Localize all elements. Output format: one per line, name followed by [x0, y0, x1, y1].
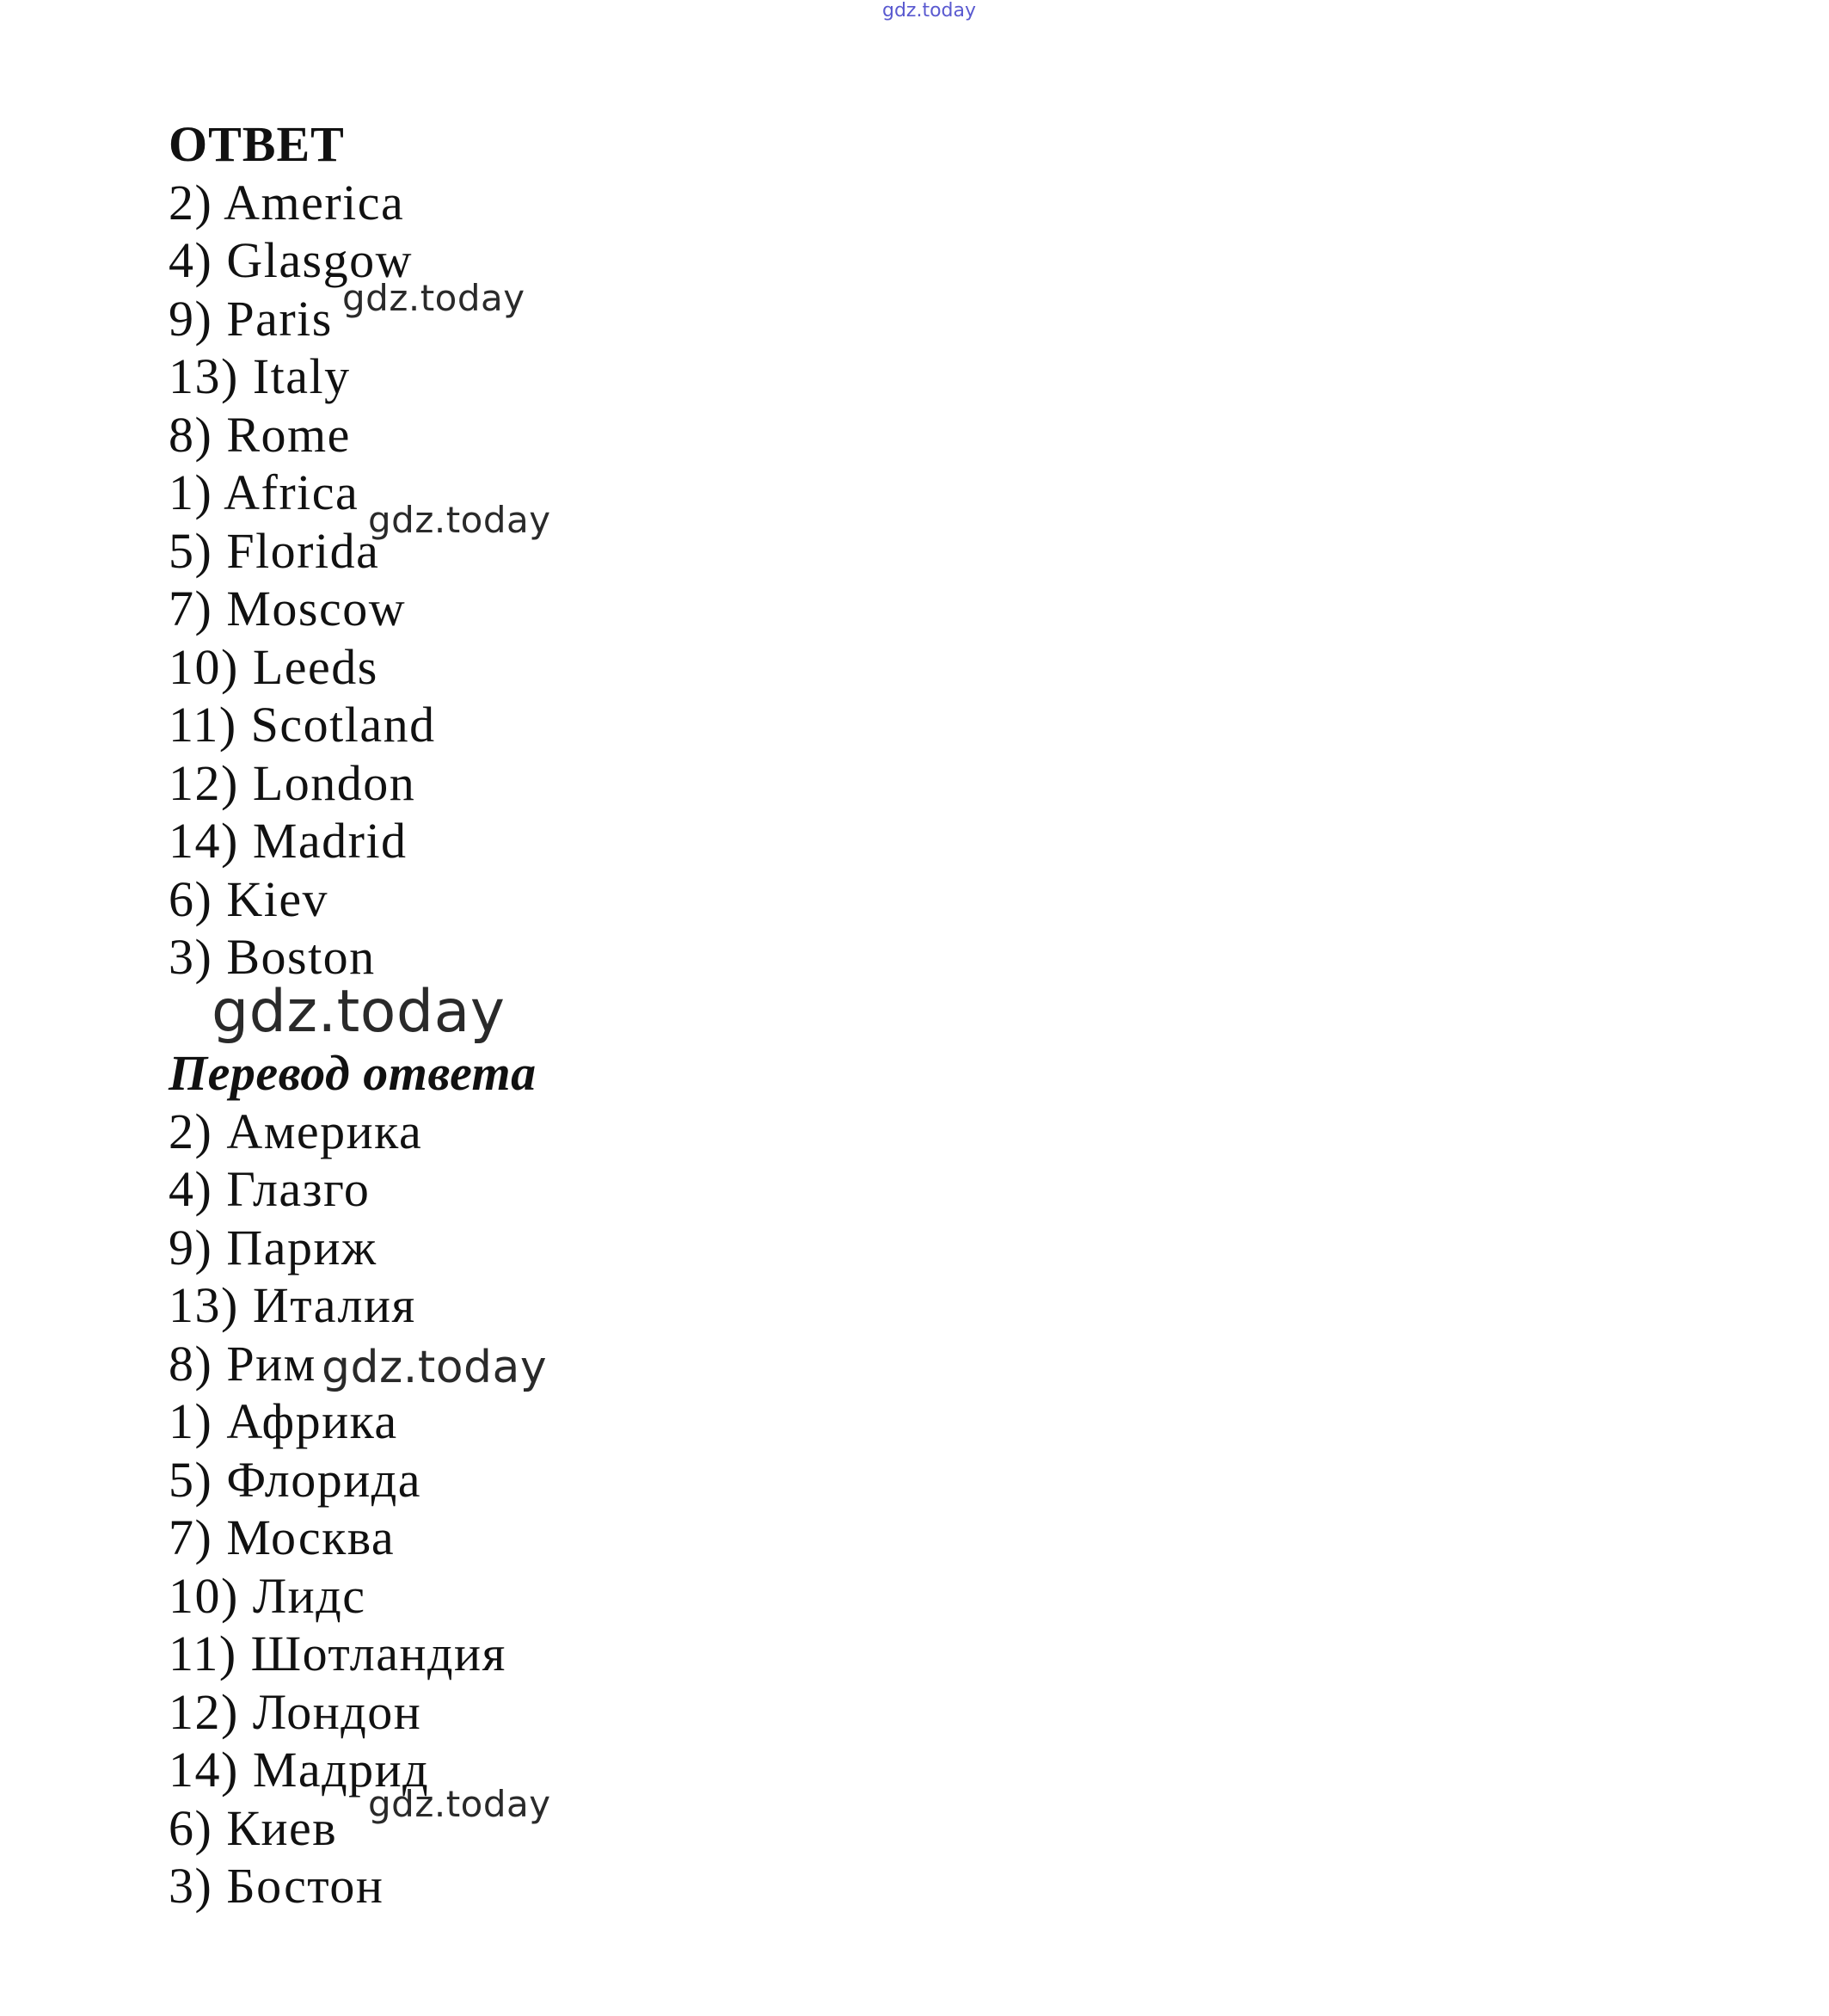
answer-item: 6) Kiev	[169, 870, 329, 927]
watermark: gdz.today	[368, 1783, 551, 1825]
answer-item: 1) Africa	[169, 464, 359, 520]
watermark: gdz.today	[342, 277, 525, 319]
translation-item: 10) Лидс	[169, 1567, 366, 1624]
translation-item: 3) Бостон	[169, 1858, 384, 1914]
answer-item: 9) Paris	[169, 290, 333, 347]
answer-item: 12) London	[169, 754, 416, 811]
watermark: gdz.today	[212, 978, 506, 1046]
translation-item: 14) Мадрид	[169, 1742, 430, 1798]
answer-item: 5) Florida	[169, 522, 380, 579]
answer-item: 8) Rome	[169, 406, 351, 463]
translation-item: 1) Африка	[169, 1393, 398, 1449]
translation-item: 9) Париж	[169, 1219, 377, 1275]
translation-item: 12) Лондон	[169, 1683, 422, 1740]
answer-item: 2) America	[169, 174, 405, 230]
translation-item: 7) Москва	[169, 1509, 396, 1565]
answer-item: 7) Moscow	[169, 581, 407, 636]
translation-item: 5) Флорида	[169, 1451, 421, 1508]
answer-item: 3) Boston	[169, 929, 376, 985]
translation-item: 11) Шотландия	[169, 1626, 506, 1681]
answer-item: 13) Italy	[169, 348, 351, 404]
translation-item: 2) Америка	[169, 1103, 423, 1159]
translation-item: 6) Киев	[169, 1799, 338, 1856]
watermark: gdz.today	[322, 1342, 548, 1393]
answer-item: 4) Glasgow	[169, 232, 414, 288]
watermark: gdz.today	[368, 499, 551, 541]
answer-item: 11) Scotland	[169, 697, 436, 753]
translation-item: 4) Глазго	[169, 1161, 371, 1217]
translation-item: 13) Италия	[169, 1277, 416, 1333]
answer-heading: ОТВЕТ	[169, 116, 345, 172]
translation-item: 8) Рим	[169, 1335, 316, 1392]
translation-heading: Перевод ответа	[169, 1045, 537, 1101]
watermark-top: gdz.today	[882, 0, 977, 22]
answer-item: 10) Leeds	[169, 638, 378, 695]
answer-item: 14) Madrid	[169, 813, 408, 869]
